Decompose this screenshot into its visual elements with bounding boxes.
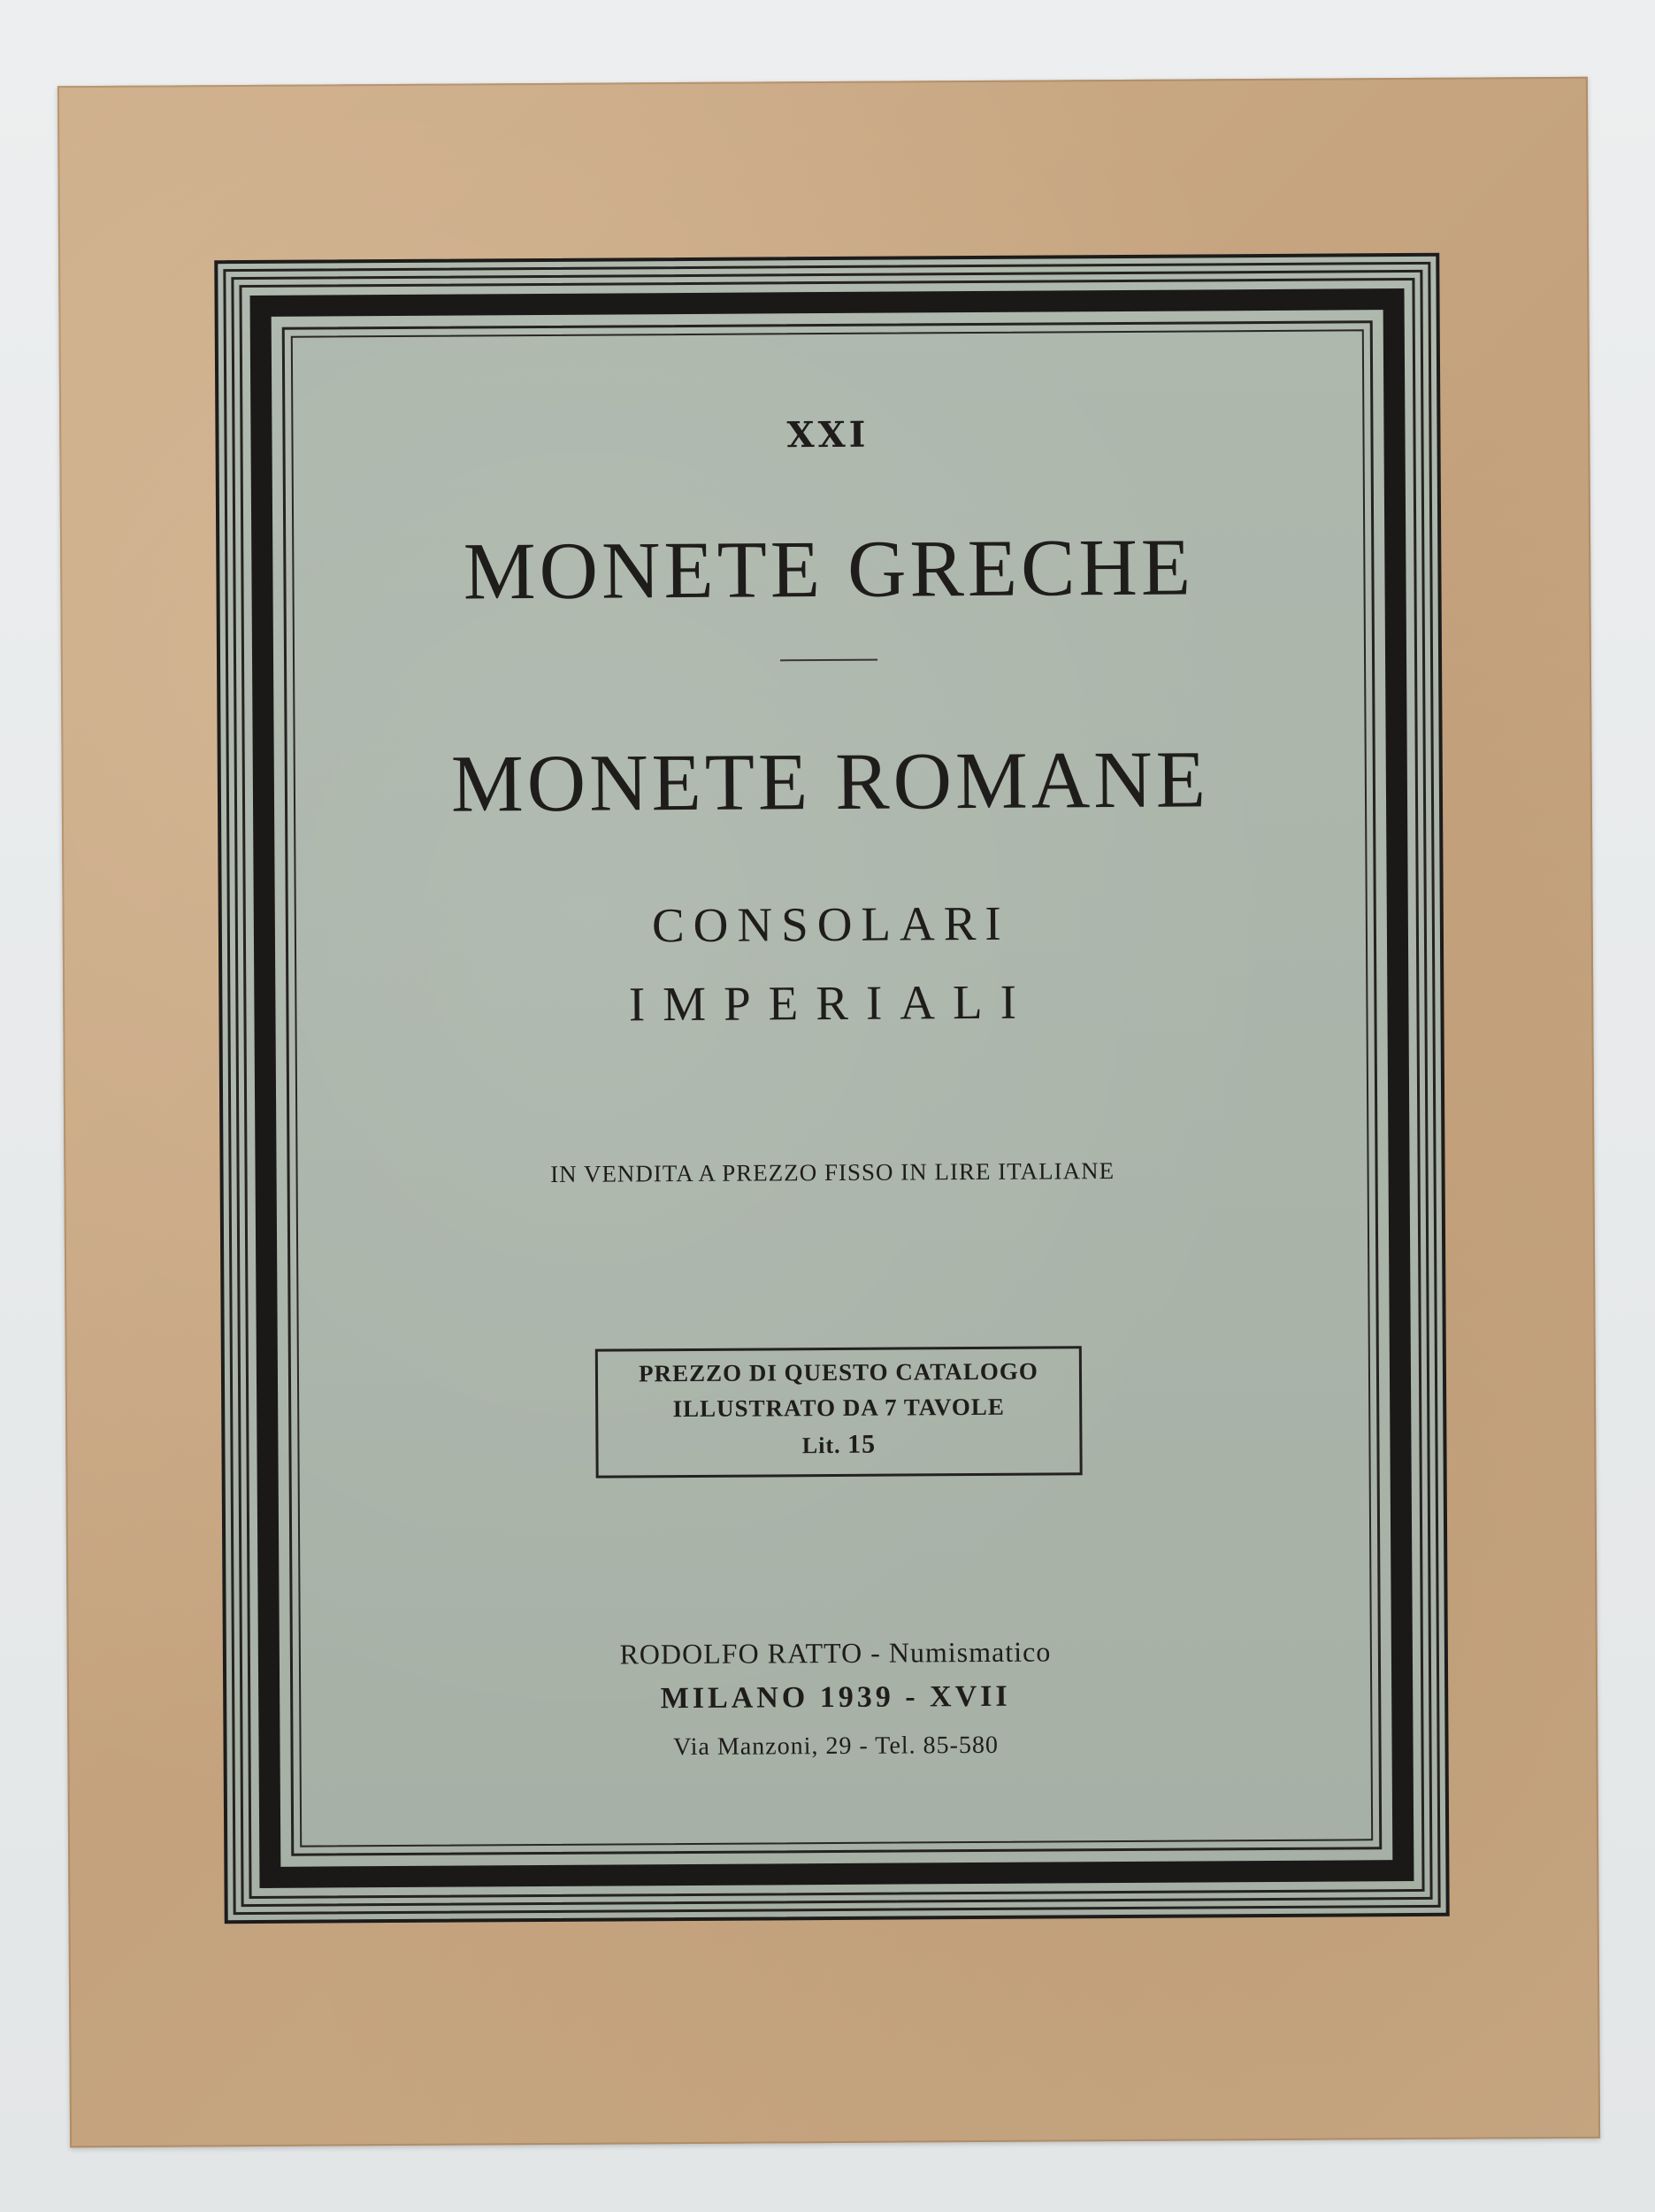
city-year: MILANO 1939 - XVII (660, 1679, 1011, 1716)
subtitle-consular: CONSOLARI (651, 895, 1010, 953)
publisher-name: RODOLFO RATTO - Numismatico (619, 1635, 1052, 1671)
decorative-frame (214, 253, 1449, 1924)
price-box-price (598, 1428, 1079, 1461)
sale-note: IN VENDITA A PREZZO FISSO IN LIRE ITALIANE (550, 1157, 1115, 1187)
price-amount: 15 (847, 1429, 877, 1459)
issue-number: XXI (786, 413, 870, 457)
cover-content (303, 342, 1360, 1834)
title-roman-coins: MONETE ROMANE (450, 733, 1210, 829)
title-greek-coins: MONETE GRECHE (463, 521, 1195, 617)
price-prefix: Lit. (801, 1432, 841, 1459)
publisher-address: Via Manzoni, 29 - Tel. 85-580 (673, 1731, 1000, 1762)
price-box-line1: PREZZO DI QUESTO CATALOGO (638, 1357, 1038, 1387)
title-divider (780, 659, 877, 662)
price-box-line2: ILLUSTRATO DA 7 TAVOLE (672, 1393, 1005, 1423)
subtitle-imperial: IMPERIALI (628, 974, 1035, 1032)
price-box (595, 1346, 1083, 1478)
